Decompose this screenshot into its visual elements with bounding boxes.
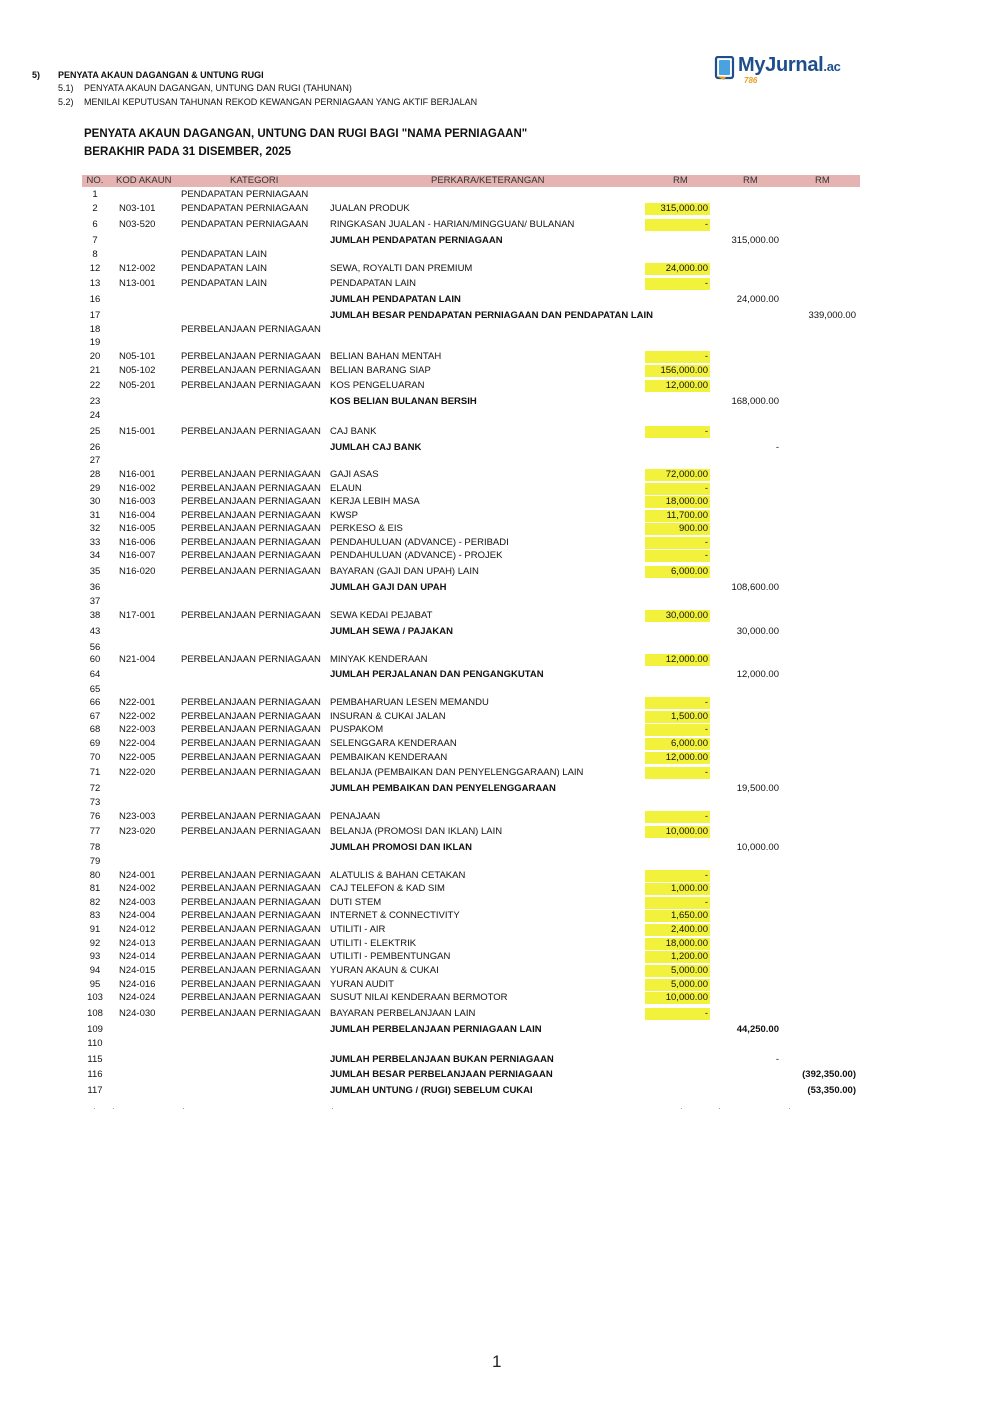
row-number: 13	[89, 278, 101, 289]
col-perkara: PERKARA/KETERANGAN	[431, 175, 545, 186]
category: PERBELANJAAN PERNIAGAAN	[181, 550, 321, 561]
col-rm2: RM	[743, 175, 758, 186]
account-code: N22-005	[119, 752, 156, 763]
row-number: 83	[89, 910, 101, 921]
description: KERJA LEBIH MASA	[330, 496, 420, 507]
amount-rm1: -	[645, 278, 710, 290]
account-code: N03-101	[119, 203, 156, 214]
row-number: 23	[89, 396, 101, 407]
amount-rm1: -	[645, 550, 710, 562]
amount-rm2: 24,000.00	[736, 294, 779, 305]
description: SELENGGARA KENDERAAN	[330, 738, 457, 749]
amount-rm2: 19,500.00	[736, 783, 779, 794]
description: PUSPAKOM	[330, 724, 384, 735]
description: JUMLAH BESAR PENDAPATAN PERNIAGAAN DAN PENDAPATAN LAIN	[330, 310, 654, 321]
description: KWSP	[330, 510, 358, 521]
description: KOS PENGELUARAN	[330, 380, 425, 391]
row-number: 70	[89, 752, 101, 763]
table-header	[82, 175, 860, 187]
amount-rm2: 168,000.00	[731, 396, 779, 407]
row-number: 35	[89, 566, 101, 577]
account-code: N22-003	[119, 724, 156, 735]
account-code: N12-002	[119, 263, 156, 274]
row-number: 93	[89, 951, 101, 962]
category: PERBELANJAAN PERNIAGAAN	[181, 566, 321, 577]
account-code: N16-005	[119, 523, 156, 534]
account-code: N24-015	[119, 965, 156, 976]
row-number: 37	[89, 596, 101, 607]
description: PENDAHULUAN (ADVANCE) - PROJEK	[330, 550, 503, 561]
statement-title: PENYATA AKAUN DAGANGAN, UNTUNG DAN RUGI BAGI "NAMA PERNIAGAAN"	[84, 128, 528, 140]
description: BELANJA (PEMBAIKAN DAN PENYELENGGARAAN) LAIN	[330, 767, 584, 778]
description: PEMBAHARUAN LESEN MEMANDU	[330, 697, 489, 708]
row-number: 68	[89, 724, 101, 735]
category: PERBELANJAAN PERNIAGAAN	[181, 992, 321, 1003]
row-number: 18	[89, 324, 101, 335]
account-code: N16-020	[119, 566, 156, 577]
category: PENDAPATAN PERNIAGAAN	[181, 219, 309, 230]
row-number: 66	[89, 697, 101, 708]
category: PERBELANJAAN PERNIAGAAN	[181, 426, 321, 437]
amount-rm2: 108,600.00	[731, 582, 779, 593]
row-number: 24	[89, 410, 101, 421]
row-number: 22	[89, 380, 101, 391]
row-number: 91	[89, 924, 101, 935]
description: PENDAPATAN LAIN	[330, 278, 417, 289]
row-number: 7	[92, 235, 98, 246]
amount-rm1: 12,000.00	[645, 380, 710, 392]
row-number: 76	[89, 811, 101, 822]
amount-rm3: (53,350.00)	[807, 1085, 856, 1096]
description: BELIAN BARANG SIAP	[330, 365, 431, 376]
category: PERBELANJAAN PERNIAGAAN	[181, 711, 321, 722]
category: PENDAPATAN PERNIAGAAN	[181, 203, 309, 214]
amount-rm1: -	[645, 897, 710, 909]
subsection-heading-2: 5.2) MENILAI KEPUTUSAN TAHUNAN REKOD KEWANGAN PERNIAGAAN YANG AKTIF BERJALAN	[58, 97, 478, 107]
amount-rm1: 18,000.00	[645, 938, 710, 950]
row-number: 43	[89, 626, 101, 637]
description: DUTI STEM	[330, 897, 382, 908]
description: PENAJAAN	[330, 811, 381, 822]
description: JUALAN PRODUK	[330, 203, 410, 214]
category: PERBELANJAAN PERNIAGAAN	[181, 537, 321, 548]
description: BAYARAN (GAJI DAN UPAH) LAIN	[330, 566, 479, 577]
account-code: N24-016	[119, 979, 156, 990]
category: PERBELANJAAN PERNIAGAAN	[181, 351, 321, 362]
trailing-mark: ·	[182, 1104, 185, 1113]
row-number: 92	[89, 938, 101, 949]
col-no: NO.	[86, 175, 104, 186]
row-number: 72	[89, 783, 101, 794]
amount-rm1: 12,000.00	[645, 752, 710, 764]
account-code: N24-002	[119, 883, 156, 894]
row-number: 26	[89, 442, 101, 453]
category: PERBELANJAAN PERNIAGAAN	[181, 951, 321, 962]
amount-rm1: -	[645, 870, 710, 882]
description: SEWA KEDAI PEJABAT	[330, 610, 433, 621]
category: PERBELANJAAN PERNIAGAAN	[181, 897, 321, 908]
statement-period: BERAKHIR PADA 31 DISEMBER, 2025	[84, 146, 292, 158]
description: BELIAN BAHAN MENTAH	[330, 351, 442, 362]
description: CAJ TELEFON & KAD SIM	[330, 883, 445, 894]
amount-rm1: 10,000.00	[645, 826, 710, 838]
account-code: N23-020	[119, 826, 156, 837]
account-code: N17-001	[119, 610, 156, 621]
row-number: 17	[89, 310, 101, 321]
amount-rm1: 30,000.00	[645, 610, 710, 622]
category: PERBELANJAAN PERNIAGAAN	[181, 924, 321, 935]
row-number: 117	[87, 1085, 103, 1096]
category: PERBELANJAAN PERNIAGAAN	[181, 883, 321, 894]
description: UTILITI - ELEKTRIK	[330, 938, 417, 949]
trailing-mark: ·	[93, 1104, 96, 1113]
trailing-mark: ·	[112, 1104, 115, 1113]
row-number: 12	[89, 263, 101, 274]
description: BELANJA (PROMOSI DAN IKLAN) LAIN	[330, 826, 503, 837]
row-number: 31	[89, 510, 101, 521]
description: RINGKASAN JUALAN - HARIAN/MINGGUAN/ BULANAN	[330, 219, 575, 230]
amount-rm1: -	[645, 724, 710, 736]
category: PERBELANJAAN PERNIAGAAN	[181, 724, 321, 735]
category: PENDAPATAN LAIN	[181, 249, 268, 260]
category: PERBELANJAAN PERNIAGAAN	[181, 767, 321, 778]
account-code: N16-001	[119, 469, 156, 480]
description: BAYARAN PERBELANJAAN LAIN	[330, 1008, 476, 1019]
amount-rm1: 6,000.00	[645, 566, 710, 578]
account-code: N15-001	[119, 426, 156, 437]
row-number: 36	[89, 582, 101, 593]
subsection-heading-1: 5.1) PENYATA AKAUN DAGANGAN, UNTUNG DAN RUGI (TAHUNAN)	[58, 83, 352, 93]
row-number: 8	[92, 249, 98, 260]
category: PERBELANJAAN PERNIAGAAN	[181, 965, 321, 976]
col-rm3: RM	[815, 175, 830, 186]
amount-rm2: 12,000.00	[736, 669, 779, 680]
trailing-mark: ·	[718, 1104, 721, 1113]
category: PERBELANJAAN PERNIAGAAN	[181, 752, 321, 763]
amount-rm1: 1,500.00	[645, 711, 710, 723]
row-number: 115	[87, 1054, 103, 1065]
category: PERBELANJAAN PERNIAGAAN	[181, 469, 321, 480]
col-rm1: RM	[673, 175, 688, 186]
account-code: N24-013	[119, 938, 156, 949]
amount-rm2: 10,000.00	[736, 842, 779, 853]
description: YURAN AUDIT	[330, 979, 394, 990]
row-number: 56	[89, 642, 101, 653]
row-number: 116	[87, 1069, 103, 1080]
myjurnal-logo	[714, 54, 864, 86]
row-number: 103	[87, 992, 103, 1003]
account-code: N24-014	[119, 951, 156, 962]
category: PENDAPATAN PERNIAGAAN	[181, 189, 309, 200]
col-kategori: KATEGORI	[230, 175, 279, 186]
account-code: N23-003	[119, 811, 156, 822]
description: GAJI ASAS	[330, 469, 379, 480]
row-number: 19	[89, 337, 101, 348]
row-number: 71	[89, 767, 101, 778]
amount-rm1: 6,000.00	[645, 738, 710, 750]
description: YURAN AKAUN & CUKAI	[330, 965, 439, 976]
description: KOS BELIAN BULANAN BERSIH	[330, 396, 477, 407]
category: PERBELANJAAN PERNIAGAAN	[181, 870, 321, 881]
row-number: 38	[89, 610, 101, 621]
account-code: N03-520	[119, 219, 156, 230]
description: JUMLAH PENDAPATAN PERNIAGAAN	[330, 235, 503, 246]
amount-rm1: -	[645, 767, 710, 779]
amount-rm1: -	[645, 483, 710, 495]
account-code: N22-004	[119, 738, 156, 749]
amount-rm1: 24,000.00	[645, 263, 710, 275]
amount-rm1: 315,000.00	[645, 203, 710, 215]
category: PENDAPATAN LAIN	[181, 263, 268, 274]
account-code: N16-002	[119, 483, 156, 494]
category: PERBELANJAAN PERNIAGAAN	[181, 811, 321, 822]
row-number: 60	[89, 654, 101, 665]
trailing-mark: ·	[680, 1104, 683, 1113]
book-icon	[714, 56, 736, 80]
category: PERBELANJAAN PERNIAGAAN	[181, 738, 321, 749]
description: JUMLAH PERJALANAN DAN PENGANGKUTAN	[330, 669, 544, 680]
amount-rm1: 5,000.00	[645, 979, 710, 991]
account-code: N24-012	[119, 924, 156, 935]
description: INTERNET & CONNECTIVITY	[330, 910, 460, 921]
description: JUMLAH PROMOSI DAN IKLAN	[330, 842, 472, 853]
category: PERBELANJAAN PERNIAGAAN	[181, 979, 321, 990]
row-number: 28	[89, 469, 101, 480]
row-number: 95	[89, 979, 101, 990]
description: JUMLAH CAJ BANK	[330, 442, 422, 453]
account-code: N05-102	[119, 365, 156, 376]
amount-rm1: 1,000.00	[645, 883, 710, 895]
row-number: 65	[89, 684, 101, 695]
amount-rm3: (392,350.00)	[802, 1069, 856, 1080]
amount-rm1: 11,700.00	[645, 510, 710, 522]
description: JUMLAH SEWA / PAJAKAN	[330, 626, 453, 637]
row-number: 27	[89, 455, 101, 466]
row-number: 6	[92, 219, 98, 230]
description: JUMLAH UNTUNG / (RUGI) SEBELUM CUKAI	[330, 1085, 533, 1096]
category: PERBELANJAAN PERNIAGAAN	[181, 938, 321, 949]
category: PERBELANJAAN PERNIAGAAN	[181, 610, 321, 621]
row-number: 73	[89, 797, 101, 808]
description: PEMBAIKAN KENDERAAN	[330, 752, 448, 763]
row-number: 20	[89, 351, 101, 362]
page-number: 1	[492, 1352, 502, 1371]
account-code: N24-024	[119, 992, 156, 1003]
row-number: 108	[87, 1008, 103, 1019]
description: JUMLAH PENDAPATAN LAIN	[330, 294, 461, 305]
amount-rm1: -	[645, 537, 710, 549]
amount-rm3: 339,000.00	[808, 310, 856, 321]
row-number: 81	[89, 883, 101, 894]
account-code: N24-004	[119, 910, 156, 921]
amount-rm1: -	[645, 351, 710, 363]
category: PERBELANJAAN PERNIAGAAN	[181, 523, 321, 534]
amount-rm2: 30,000.00	[736, 626, 779, 637]
category: PERBELANJAAN PERNIAGAAN	[181, 654, 321, 665]
account-code: N05-101	[119, 351, 156, 362]
amount-rm1: -	[645, 219, 710, 231]
category: PERBELANJAAN PERNIAGAAN	[181, 826, 321, 837]
section-heading: 5) PENYATA AKAUN DAGANGAN & UNTUNG RUGI	[32, 70, 264, 80]
description: SUSUT NILAI KENDERAAN BERMOTOR	[330, 992, 508, 1003]
amount-rm1: 900.00	[645, 523, 710, 535]
logo-badge: 786	[744, 76, 758, 85]
amount-rm1: 18,000.00	[645, 496, 710, 508]
account-code: N21-004	[119, 654, 156, 665]
amount-rm2: 315,000.00	[731, 235, 779, 246]
account-code: N16-006	[119, 537, 156, 548]
category: PERBELANJAAN PERNIAGAAN	[181, 324, 321, 335]
amount-rm1: 2,400.00	[645, 924, 710, 936]
account-code: N24-030	[119, 1008, 156, 1019]
description: ALATULIS & BAHAN CETAKAN	[330, 870, 466, 881]
amount-rm1: -	[645, 1008, 710, 1020]
col-kod: KOD AKAUN	[116, 175, 172, 186]
amount-rm1: 72,000.00	[645, 469, 710, 481]
category: PERBELANJAAN PERNIAGAAN	[181, 380, 321, 391]
description: SEWA, ROYALTI DAN PREMIUM	[330, 263, 473, 274]
account-code: N13-001	[119, 278, 156, 289]
description: MINYAK KENDERAAN	[330, 654, 428, 665]
amount-rm1: -	[645, 811, 710, 823]
description: UTILITI - AIR	[330, 924, 386, 935]
description: JUMLAH PERBELANJAAN PERNIAGAAN LAIN	[330, 1024, 542, 1035]
row-number: 32	[89, 523, 101, 534]
row-number: 30	[89, 496, 101, 507]
account-code: N22-020	[119, 767, 156, 778]
account-code: N16-003	[119, 496, 156, 507]
amount-rm2: -	[775, 442, 779, 453]
description: UTILITI - PEMBENTUNGAN	[330, 951, 451, 962]
amount-rm1: 12,000.00	[645, 654, 710, 666]
account-code: N24-001	[119, 870, 156, 881]
row-number: 16	[89, 294, 101, 305]
amount-rm1: 156,000.00	[645, 365, 710, 377]
trailing-mark: ·	[331, 1104, 334, 1113]
row-number: 67	[89, 711, 101, 722]
description: CAJ BANK	[330, 426, 377, 437]
category: PERBELANJAAN PERNIAGAAN	[181, 496, 321, 507]
category: PERBELANJAAN PERNIAGAAN	[181, 697, 321, 708]
account-code: N24-003	[119, 897, 156, 908]
account-code: N22-002	[119, 711, 156, 722]
description: PERKESO & EIS	[330, 523, 403, 534]
row-number: 33	[89, 537, 101, 548]
logo-text: MyJurnal.ac	[738, 54, 841, 76]
trailing-mark: ·	[788, 1104, 791, 1113]
row-number: 80	[89, 870, 101, 881]
row-number: 94	[89, 965, 101, 976]
amount-rm2: -	[775, 1054, 779, 1065]
amount-rm2: 44,250.00	[736, 1024, 779, 1035]
category: PERBELANJAAN PERNIAGAAN	[181, 365, 321, 376]
row-number: 64	[89, 669, 101, 680]
description: JUMLAH PERBELANJAAN BUKAN PERNIAGAAN	[330, 1054, 554, 1065]
category: PERBELANJAAN PERNIAGAAN	[181, 1008, 321, 1019]
description: INSURAN & CUKAI JALAN	[330, 711, 446, 722]
description: ELAUN	[330, 483, 362, 494]
account-code: N05-201	[119, 380, 156, 391]
row-number: 29	[89, 483, 101, 494]
amount-rm1: 1,650.00	[645, 910, 710, 922]
category: PENDAPATAN LAIN	[181, 278, 268, 289]
row-number: 25	[89, 426, 101, 437]
description: JUMLAH GAJI DAN UPAH	[330, 582, 447, 593]
row-number: 2	[92, 203, 98, 214]
category: PERBELANJAAN PERNIAGAAN	[181, 483, 321, 494]
account-code: N16-004	[119, 510, 156, 521]
amount-rm1: 1,200.00	[645, 951, 710, 963]
row-number: 34	[89, 550, 101, 561]
account-code: N22-001	[119, 697, 156, 708]
amount-rm1: 5,000.00	[645, 965, 710, 977]
account-code: N16-007	[119, 550, 156, 561]
row-number: 110	[87, 1038, 103, 1049]
amount-rm1: 10,000.00	[645, 992, 710, 1004]
category: PERBELANJAAN PERNIAGAAN	[181, 910, 321, 921]
row-number: 82	[89, 897, 101, 908]
description: JUMLAH BESAR PERBELANJAAN PERNIAGAAN	[330, 1069, 553, 1080]
row-number: 1	[92, 189, 98, 200]
category: PERBELANJAAN PERNIAGAAN	[181, 510, 321, 521]
row-number: 69	[89, 738, 101, 749]
row-number: 79	[89, 856, 101, 867]
description: PENDAHULUAN (ADVANCE) - PERIBADI	[330, 537, 509, 548]
row-number: 78	[89, 842, 101, 853]
row-number: 77	[89, 826, 101, 837]
amount-rm1: -	[645, 426, 710, 438]
row-number: 21	[89, 365, 101, 376]
description: JUMLAH PEMBAIKAN DAN PENYELENGGARAAN	[330, 783, 556, 794]
amount-rm1: -	[645, 697, 710, 709]
row-number: 109	[87, 1024, 103, 1035]
